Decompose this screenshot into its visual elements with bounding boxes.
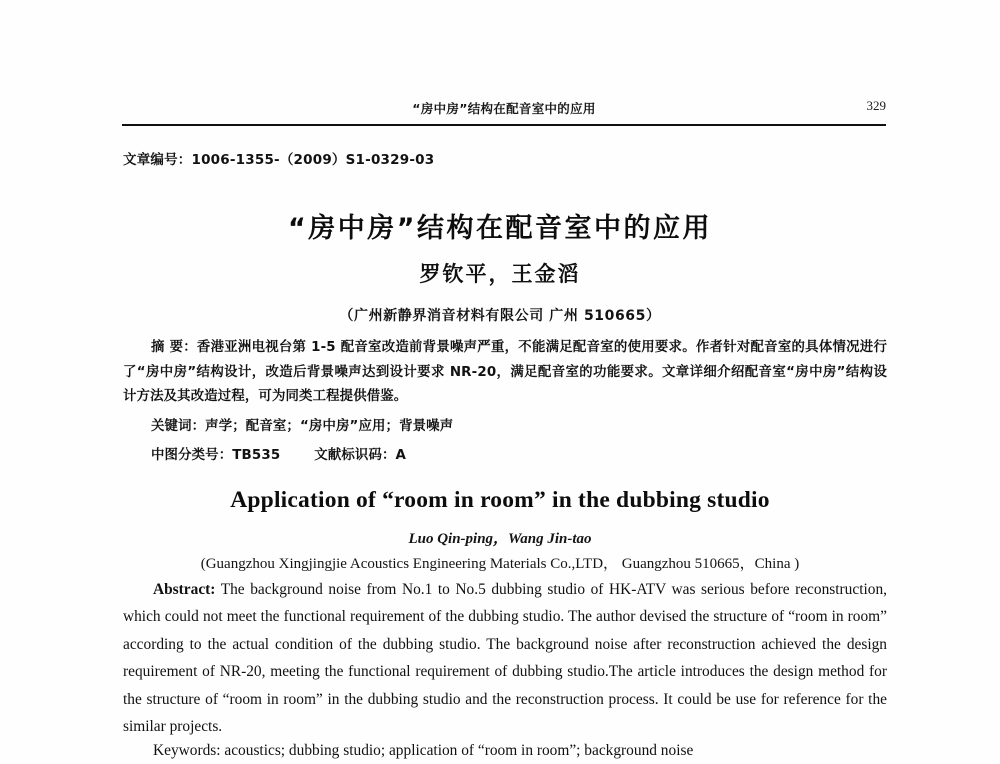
english-abstract-paragraph <box>123 576 887 740</box>
page-number: 329 <box>866 98 886 113</box>
header-rule <box>122 124 886 126</box>
chinese-abstract-block <box>123 336 887 469</box>
english-affiliation: (Guangzhou Xingjingjie Acoustics Engineering Materials Co.,LTD， Guangzhou 510665，China ) <box>200 556 800 572</box>
document-code-label: 文献标识码： <box>314 448 396 463</box>
chinese-title: “房中房”结构在配音室中的应用 <box>288 213 712 244</box>
english-abstract-block <box>123 576 887 740</box>
english-keywords-text: acoustics; dubbing studio; application of “room in room”; background noise <box>220 742 694 759</box>
english-keywords-label: Keywords: <box>153 742 221 759</box>
running-head-title: “房中房”结构在配音室中的应用 <box>412 101 596 116</box>
chinese-classification-line <box>123 444 887 469</box>
english-authors: Luo Qin-ping，Wang Jin-tao <box>408 531 592 547</box>
chinese-affiliation: （广州新静界消音材料有限公司 广州 510665） <box>339 308 661 324</box>
clc-label: 中图分类号： <box>151 448 233 463</box>
chinese-authors: 罗钦平，王金滔 <box>419 262 581 286</box>
english-abstract-text: The background noise from No.1 to No.5 dubbing studio of HK-ATV was serious before reconstruction, which could not meet the functional requirement of the dubbing studio. The author devised the structure of “room in room” according to the actual condition of the dubbing studio. The background noise after reconstruction achieved the design requirement of NR-20, meeting the functional requirement of dubbing studio.The article introduces the design method for the structure of “room in room” in the dubbing studio and the reconstruction process. It could be use for reference for the similar projects. <box>123 581 887 736</box>
chinese-abstract-label: 摘 要： <box>151 340 197 355</box>
clc-value: TB535 <box>232 448 281 463</box>
chinese-keywords-line <box>123 415 887 440</box>
chinese-abstract-text: 香港亚洲电视台第 1-5 配音室改造前背景噪声严重，不能满足配音室的使用要求。作者针对配音室的具体情况进行了“房中房”结构设计，改造后背景噪声达到设计要求 NR-20，满足配音室的功能要求。文章详细介绍配音室“房中房”结构设计方法及其改造过程，可为同类工程提供借鉴。 <box>123 340 887 404</box>
english-title: Application of “room in room” in the dubbing studio <box>230 487 770 513</box>
running-head <box>122 99 886 121</box>
chinese-keywords-text: 声学；配音室；“房中房”应用；背景噪声 <box>205 418 454 434</box>
chinese-keywords-label: 关键词： <box>151 418 206 434</box>
article-number: 文章编号：1006-1355-（2009）S1-0329-03 <box>123 152 435 168</box>
english-abstract-label: Abstract: <box>153 581 216 598</box>
document-code-value: A <box>395 448 407 463</box>
chinese-abstract-paragraph <box>123 336 887 410</box>
